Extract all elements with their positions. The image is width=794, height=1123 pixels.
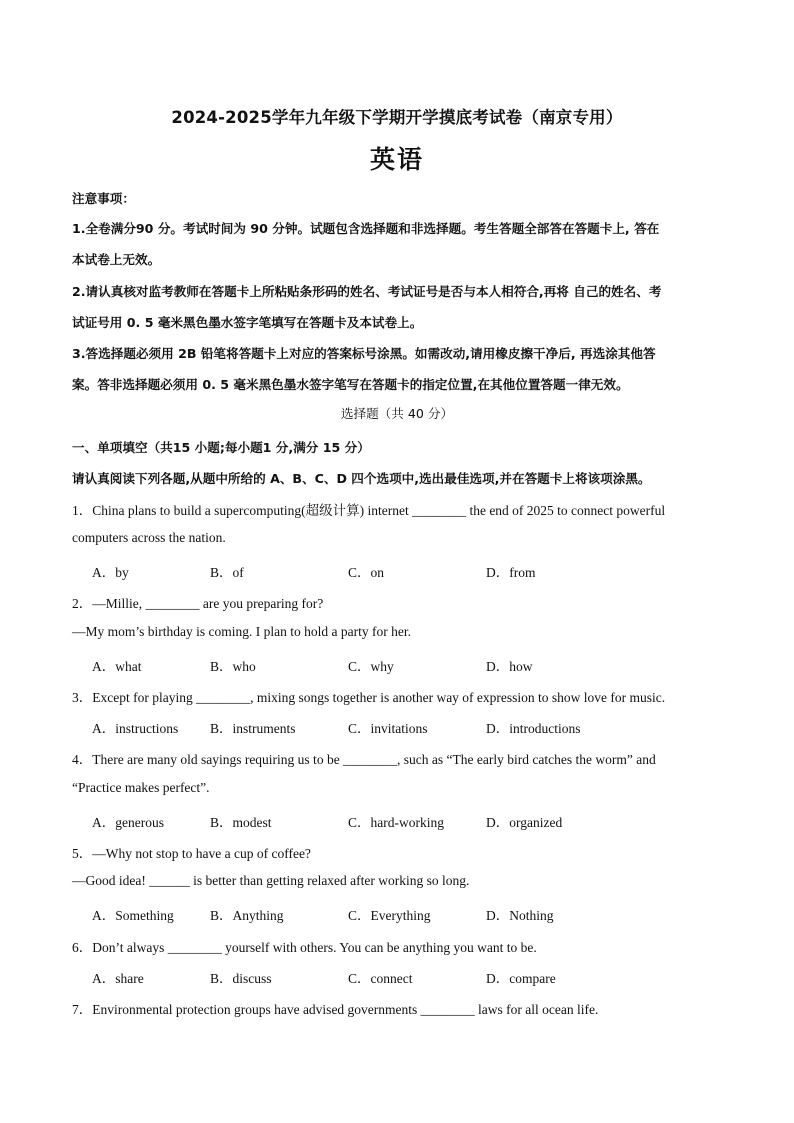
note-2-line-2: 试证号用 0. 5 毫米黑色墨水签字笔填写在答题卡及本试卷上。	[72, 315, 423, 330]
part-1-heading: 一、单项填空（共15 小题;每小题1 分,满分 15 分）	[72, 440, 370, 455]
question-2-line-1: 2．—Millie, ________ are you preparing for?	[72, 596, 324, 611]
option-d: D．how	[486, 659, 533, 674]
question-1-line-1: 1．China plans to build a supercomputing(超级计算) internet ________ the end of 2025 to connect powerful	[72, 503, 666, 518]
option-b: B．instruments	[210, 721, 296, 736]
option-a: A．generous	[92, 815, 164, 830]
notes-heading: 注意事项：	[72, 191, 135, 206]
question-7-line-1: 7．Environmental protection groups have advised governments ________ laws for all ocean life.	[72, 1002, 599, 1017]
question-5-line-1: 5．—Why not stop to have a cup of coffee?	[72, 846, 311, 861]
option-c: C．on	[348, 565, 385, 580]
question-2-options	[92, 655, 652, 675]
question-5-line-2: —Good idea! ______ is better than getting relaxed after working so long.	[72, 873, 470, 888]
question-6-options	[92, 967, 652, 987]
question-4-line-1: 4．There are many old sayings requiring us to be ________, such as “The early bird catches the worm” and	[72, 752, 656, 767]
option-b: B．modest	[210, 815, 272, 830]
option-b: B．discuss	[210, 971, 272, 986]
note-3-line-1: 3.答选择题必须用 2B 铅笔将答题卡上对应的答案标号涂黑。如需改动,请用橡皮擦干净后, 再选涂其他答	[72, 346, 656, 361]
part-1-instruction: 请认真阅读下列各题,从题中所给的 A、B、C、D 四个选项中,选出最佳选项,并在答题卡上将该项涂黑。	[72, 471, 651, 486]
option-a: A．what	[92, 659, 142, 674]
option-a: A．Something	[92, 908, 174, 923]
question-4-line-2: “Practice makes perfect”.	[72, 780, 210, 795]
question-3-line-1: 3．Except for playing ________, mixing songs together is another way of expression to show love for music.	[72, 690, 666, 705]
option-a: A．share	[92, 971, 144, 986]
question-3-options	[92, 717, 652, 737]
option-c: C．why	[348, 659, 394, 674]
option-d: D．Nothing	[486, 908, 554, 923]
note-3-line-2: 案。答非选择题必须用 0. 5 毫米黑色墨水签字笔写在答题卡的指定位置,在其他位置答题一律无效。	[72, 377, 629, 392]
question-4-options	[92, 811, 652, 831]
question-1-options	[92, 561, 652, 581]
option-d: D．compare	[486, 971, 556, 986]
option-d: D．introductions	[486, 721, 581, 736]
note-1-line-1: 1.全卷满分90 分。考试时间为 90 分钟。试题包含选择题和非选择题。考生答题全部答在答题卡上, 答在	[72, 221, 660, 236]
subject-title: 英语	[369, 145, 424, 174]
question-6-line-1: 6．Don’t always ________ yourself with others. You can be anything you want to be.	[72, 940, 537, 955]
option-c: C．Everything	[348, 908, 431, 923]
option-c: C．hard-working	[348, 815, 444, 830]
option-a: A．instructions	[92, 721, 179, 736]
option-d: D．organized	[486, 815, 563, 830]
exam-title: 2024-2025学年九年级下学期开学摸底考试卷（南京专用）	[171, 108, 623, 127]
option-c: C．invitations	[348, 721, 428, 736]
option-d: D．from	[486, 565, 536, 580]
option-b: B．Anything	[210, 908, 284, 923]
option-c: C．connect	[348, 971, 413, 986]
option-b: B．of	[210, 565, 244, 580]
question-5-options	[92, 904, 652, 924]
section-title: 选择题（共 40 分）	[340, 406, 454, 421]
option-a: A．by	[92, 565, 129, 580]
question-1-line-2: computers across the nation.	[72, 530, 226, 545]
note-2-line-1: 2.请认真核对监考教师在答题卡上所粘贴条形码的姓名、考试证号是否与本人相符合,再将 自己的姓名、考	[72, 284, 662, 299]
note-1-line-2: 本试卷上无效。	[72, 252, 161, 267]
question-2-line-2: —My mom’s birthday is coming. I plan to hold a party for her.	[72, 624, 411, 639]
option-b: B．who	[210, 659, 256, 674]
